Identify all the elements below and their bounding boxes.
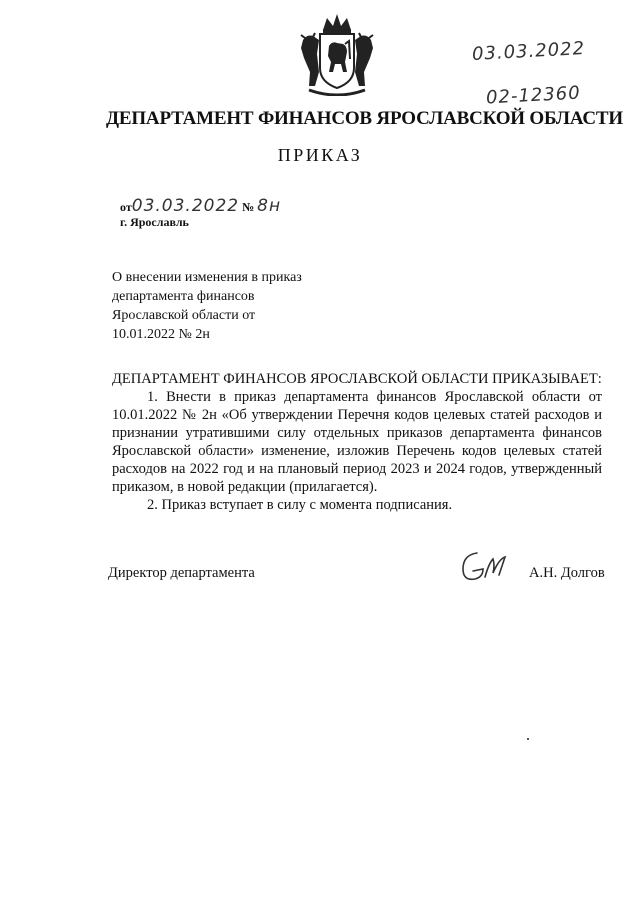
- order-item-1: 1. Внести в приказ департамента финансов Ярославской области от 10.01.2022 № 2н «Об утверждении Перечня кодов целевых статей расходов и признании утратившими силу отдельных приказов департамента финансов Ярославской области» изменение, изложив Перечень кодов целевых статей расходов на 2022 год и на плановый период 2023 и 2024 годов, утвержденный приказом, в новой редакции (прилагается).: [112, 389, 602, 495]
- coat-of-arms-emblem: [293, 10, 381, 96]
- handwritten-signature: [455, 547, 517, 587]
- subject-line: Ярославской области от: [112, 308, 256, 323]
- subject-line: департамента финансов: [112, 289, 255, 304]
- scan-speck: [527, 738, 529, 740]
- registration-stamp-date: 03.03.2022: [471, 38, 586, 65]
- order-item-2: 2. Приказ вступает в силу с момента подписания.: [147, 497, 453, 513]
- order-intro: ДЕПАРТАМЕНТ ФИНАНСОВ ЯРОСЛАВСКОЙ ОБЛАСТИ ПРИКАЗЫВАЕТ:: [112, 371, 602, 387]
- department-title: ДЕПАРТАМЕНТ ФИНАНСОВ ЯРОСЛАВСКОЙ ОБЛАСТИ: [106, 108, 623, 129]
- order-number-prefix: №: [242, 200, 255, 214]
- order-subject: [112, 268, 302, 344]
- registration-stamp-number: 02-12360: [485, 82, 582, 109]
- order-date-number-line: [120, 196, 281, 216]
- order-date: 03.03.2022: [131, 196, 240, 216]
- signatory-role: Директор департамента: [108, 565, 255, 581]
- order-date-prefix: от: [120, 200, 132, 214]
- signatory-name: А.Н. Долгов: [529, 565, 605, 581]
- order-body: [112, 388, 602, 514]
- subject-line: О внесении изменения в приказ: [112, 270, 302, 285]
- order-city: г. Ярославль: [120, 215, 189, 229]
- document-title: ПРИКАЗ: [277, 145, 363, 165]
- order-number: 8н: [257, 196, 282, 216]
- subject-line: 10.01.2022 № 2н: [112, 327, 210, 342]
